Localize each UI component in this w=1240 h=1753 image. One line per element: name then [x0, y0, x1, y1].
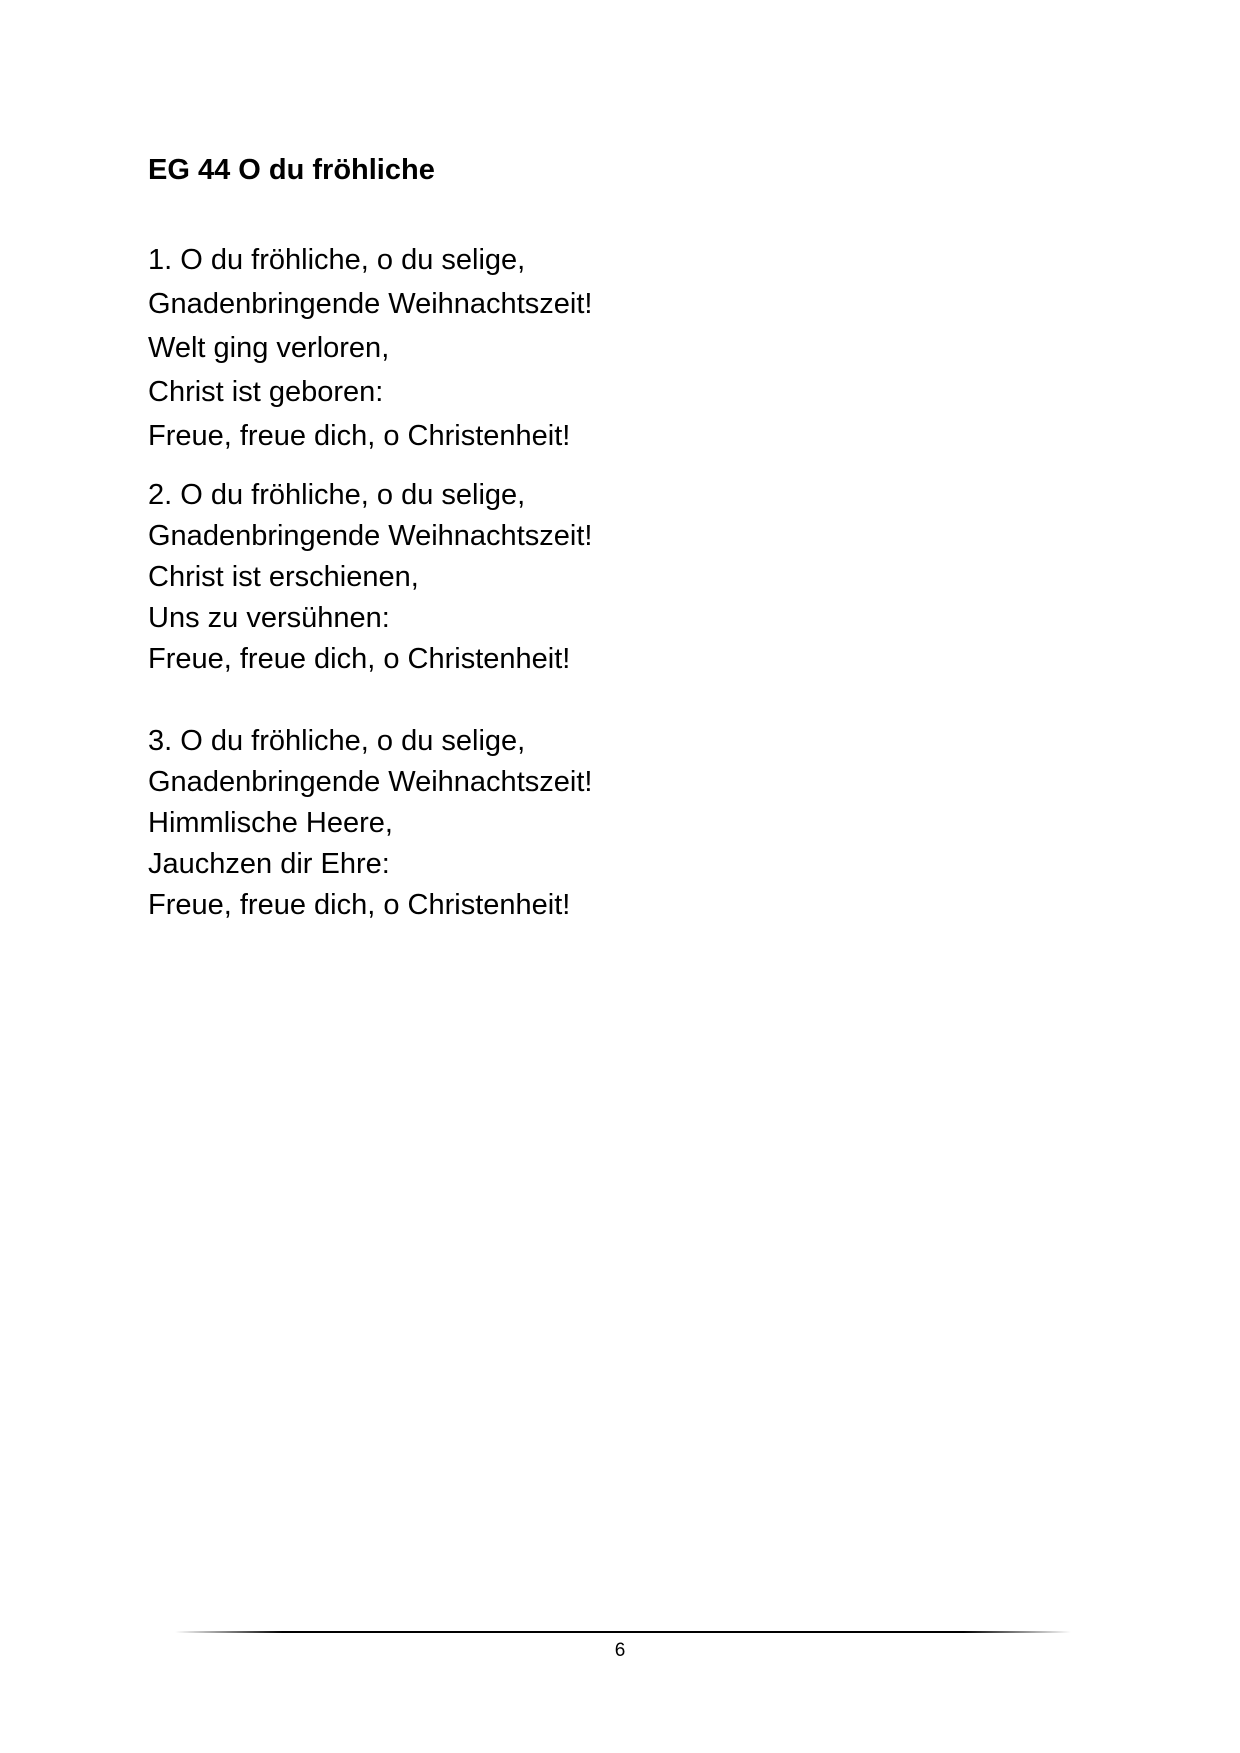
verse-line: Freue, freue dich, o Christenheit! [148, 643, 571, 675]
page-title: EG 44 O du fröhliche [148, 154, 435, 186]
verse-line: Gnadenbringende Weihnachtszeit! [148, 766, 593, 798]
footer-divider [175, 1631, 1071, 1633]
verse-3 [148, 721, 592, 926]
verse-line: Christ ist erschienen, [148, 561, 419, 593]
verse-line: Himmlische Heere, [148, 807, 393, 839]
verse-line: Uns zu versühnen: [148, 602, 390, 634]
verse-line: Gnadenbringende Weihnachtszeit! [148, 520, 593, 552]
verse-line: Freue, freue dich, o Christenheit! [148, 420, 571, 452]
verse-line: Welt ging verloren, [148, 332, 390, 364]
verse-line: Gnadenbringende Weihnachtszeit! [148, 288, 593, 320]
verse-line: 2. O du fröhliche, o du selige, [148, 479, 526, 511]
verse-line: Freue, freue dich, o Christenheit! [148, 889, 571, 921]
verse-2 [148, 475, 592, 680]
verse-line: Christ ist geboren: [148, 376, 384, 408]
verse-line: 1. O du fröhliche, o du selige, [148, 244, 526, 276]
verse-line: 3. O du fröhliche, o du selige, [148, 725, 526, 757]
verse-line: Jauchzen dir Ehre: [148, 848, 390, 880]
verse-1 [148, 238, 592, 458]
page-number: 6 [614, 1640, 626, 1661]
